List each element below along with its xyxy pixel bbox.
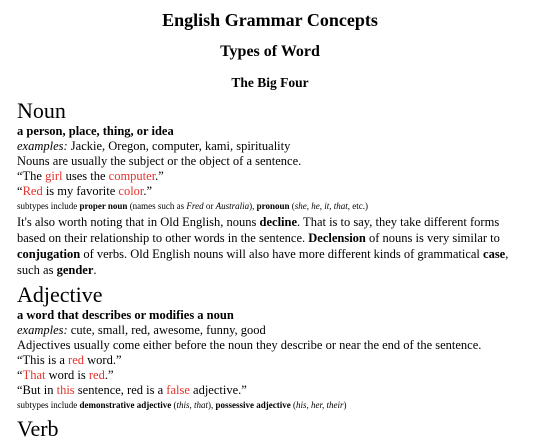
noun-old-english-paragraph xyxy=(17,214,528,278)
examples-label: examples: xyxy=(17,139,68,153)
subtype-example: she, he, it, that xyxy=(294,201,348,211)
example-text: uses the xyxy=(62,169,109,183)
example-text: .” xyxy=(143,184,153,198)
subtypes-lead: subtypes include xyxy=(17,201,80,211)
paragraph-text: It's also worth noting that in Old English, nouns xyxy=(17,215,260,229)
page-title: English Grammar Concepts xyxy=(162,10,378,30)
example-text: adjective.” xyxy=(189,383,247,397)
subtype-example: his, her, their xyxy=(296,400,344,410)
example-text: “This is a xyxy=(17,353,69,367)
example-text: “ xyxy=(17,184,23,198)
adjective-heading: Adjective xyxy=(17,282,103,307)
paragraph-text: . That is to say, they take different forms based on their relationship to other words in the sentence. xyxy=(17,215,500,245)
highlighted-word: red xyxy=(88,368,105,382)
noun-definition: a person, place, thing, or idea xyxy=(17,124,174,138)
key-term: decline xyxy=(259,215,298,229)
adjective-example-3 xyxy=(17,383,528,398)
page-subtitle: Types of Word xyxy=(220,43,320,60)
noun-heading: Noun xyxy=(17,98,66,123)
highlighted-word: girl xyxy=(45,169,63,183)
paragraph-text: of nouns is very similar to xyxy=(365,231,500,245)
subtype-note: (names such as xyxy=(127,201,187,211)
subtype-example: this, that xyxy=(176,400,208,410)
verb-section xyxy=(17,416,528,442)
subtype-term: demonstrative adjective xyxy=(79,400,172,410)
adjective-subtypes xyxy=(17,398,528,412)
subtype-note: ( xyxy=(171,400,177,410)
subtype-note: or xyxy=(203,201,216,211)
section-subtitle: The Big Four xyxy=(231,75,309,90)
examples-text: cute, small, red, awesome, funny, good xyxy=(67,323,266,337)
key-term: Declension xyxy=(308,231,366,245)
subtype-term: proper noun xyxy=(79,201,128,211)
paragraph-text: . xyxy=(93,263,97,277)
subtype-note: ), xyxy=(249,201,257,211)
adjective-example-1 xyxy=(17,353,528,368)
example-text: “The xyxy=(17,169,46,183)
highlighted-word: this xyxy=(56,383,75,397)
key-term: gender xyxy=(56,263,94,277)
examples-label: examples: xyxy=(17,323,68,337)
example-text: is my favorite xyxy=(42,184,119,198)
examples-text: Jackie, Oregon, computer, kami, spirituality xyxy=(67,139,291,153)
example-text: .” xyxy=(155,169,164,183)
example-text: sentence, red is a xyxy=(74,383,167,397)
noun-subtypes xyxy=(17,199,528,213)
subtypes-lead: subtypes include xyxy=(17,400,80,410)
highlighted-word: computer xyxy=(108,169,156,183)
noun-example-1 xyxy=(17,169,528,184)
highlighted-word: false xyxy=(166,383,190,397)
example-text: .” xyxy=(104,368,114,382)
subtype-term: possessive adjective xyxy=(215,400,291,410)
adjective-section xyxy=(17,282,528,412)
noun-usage: Nouns are usually the subject or the object of a sentence. xyxy=(17,154,302,168)
paragraph-text: , such as xyxy=(17,247,509,277)
adjective-usage: Adjectives usually come either before the noun they describe or near the end of the sentence. xyxy=(17,338,482,352)
subtype-example: Australia xyxy=(215,201,250,211)
key-term: conjugation xyxy=(17,247,81,261)
subtype-note: ( xyxy=(289,201,295,211)
subtype-note: ), xyxy=(208,400,216,410)
paragraph-text: of verbs. Old English nouns will also have more different kinds of grammatical xyxy=(80,247,484,261)
example-text: word.” xyxy=(84,353,122,367)
example-text: “ xyxy=(17,368,23,382)
content xyxy=(17,98,528,442)
subtype-note: ( xyxy=(290,400,296,410)
noun-example-2 xyxy=(17,184,528,199)
highlighted-word: red xyxy=(68,353,85,367)
subtype-note: ) xyxy=(343,400,347,410)
subtype-example: Fred xyxy=(186,201,204,211)
subtype-note: , etc.) xyxy=(347,201,368,211)
verb-heading: Verb xyxy=(17,416,59,441)
example-text: word is xyxy=(45,368,89,382)
highlighted-word: That xyxy=(22,368,46,382)
adjective-definition: a word that describes or modifies a noun xyxy=(17,308,234,322)
noun-examples xyxy=(17,139,528,154)
noun-section xyxy=(17,98,528,278)
subtype-term: pronoun xyxy=(256,201,290,211)
key-term: case xyxy=(483,247,506,261)
adjective-examples xyxy=(17,323,528,338)
highlighted-word: color xyxy=(118,184,144,198)
adjective-example-2 xyxy=(17,368,528,383)
example-text: “But in xyxy=(17,383,57,397)
highlighted-word: Red xyxy=(22,184,43,198)
